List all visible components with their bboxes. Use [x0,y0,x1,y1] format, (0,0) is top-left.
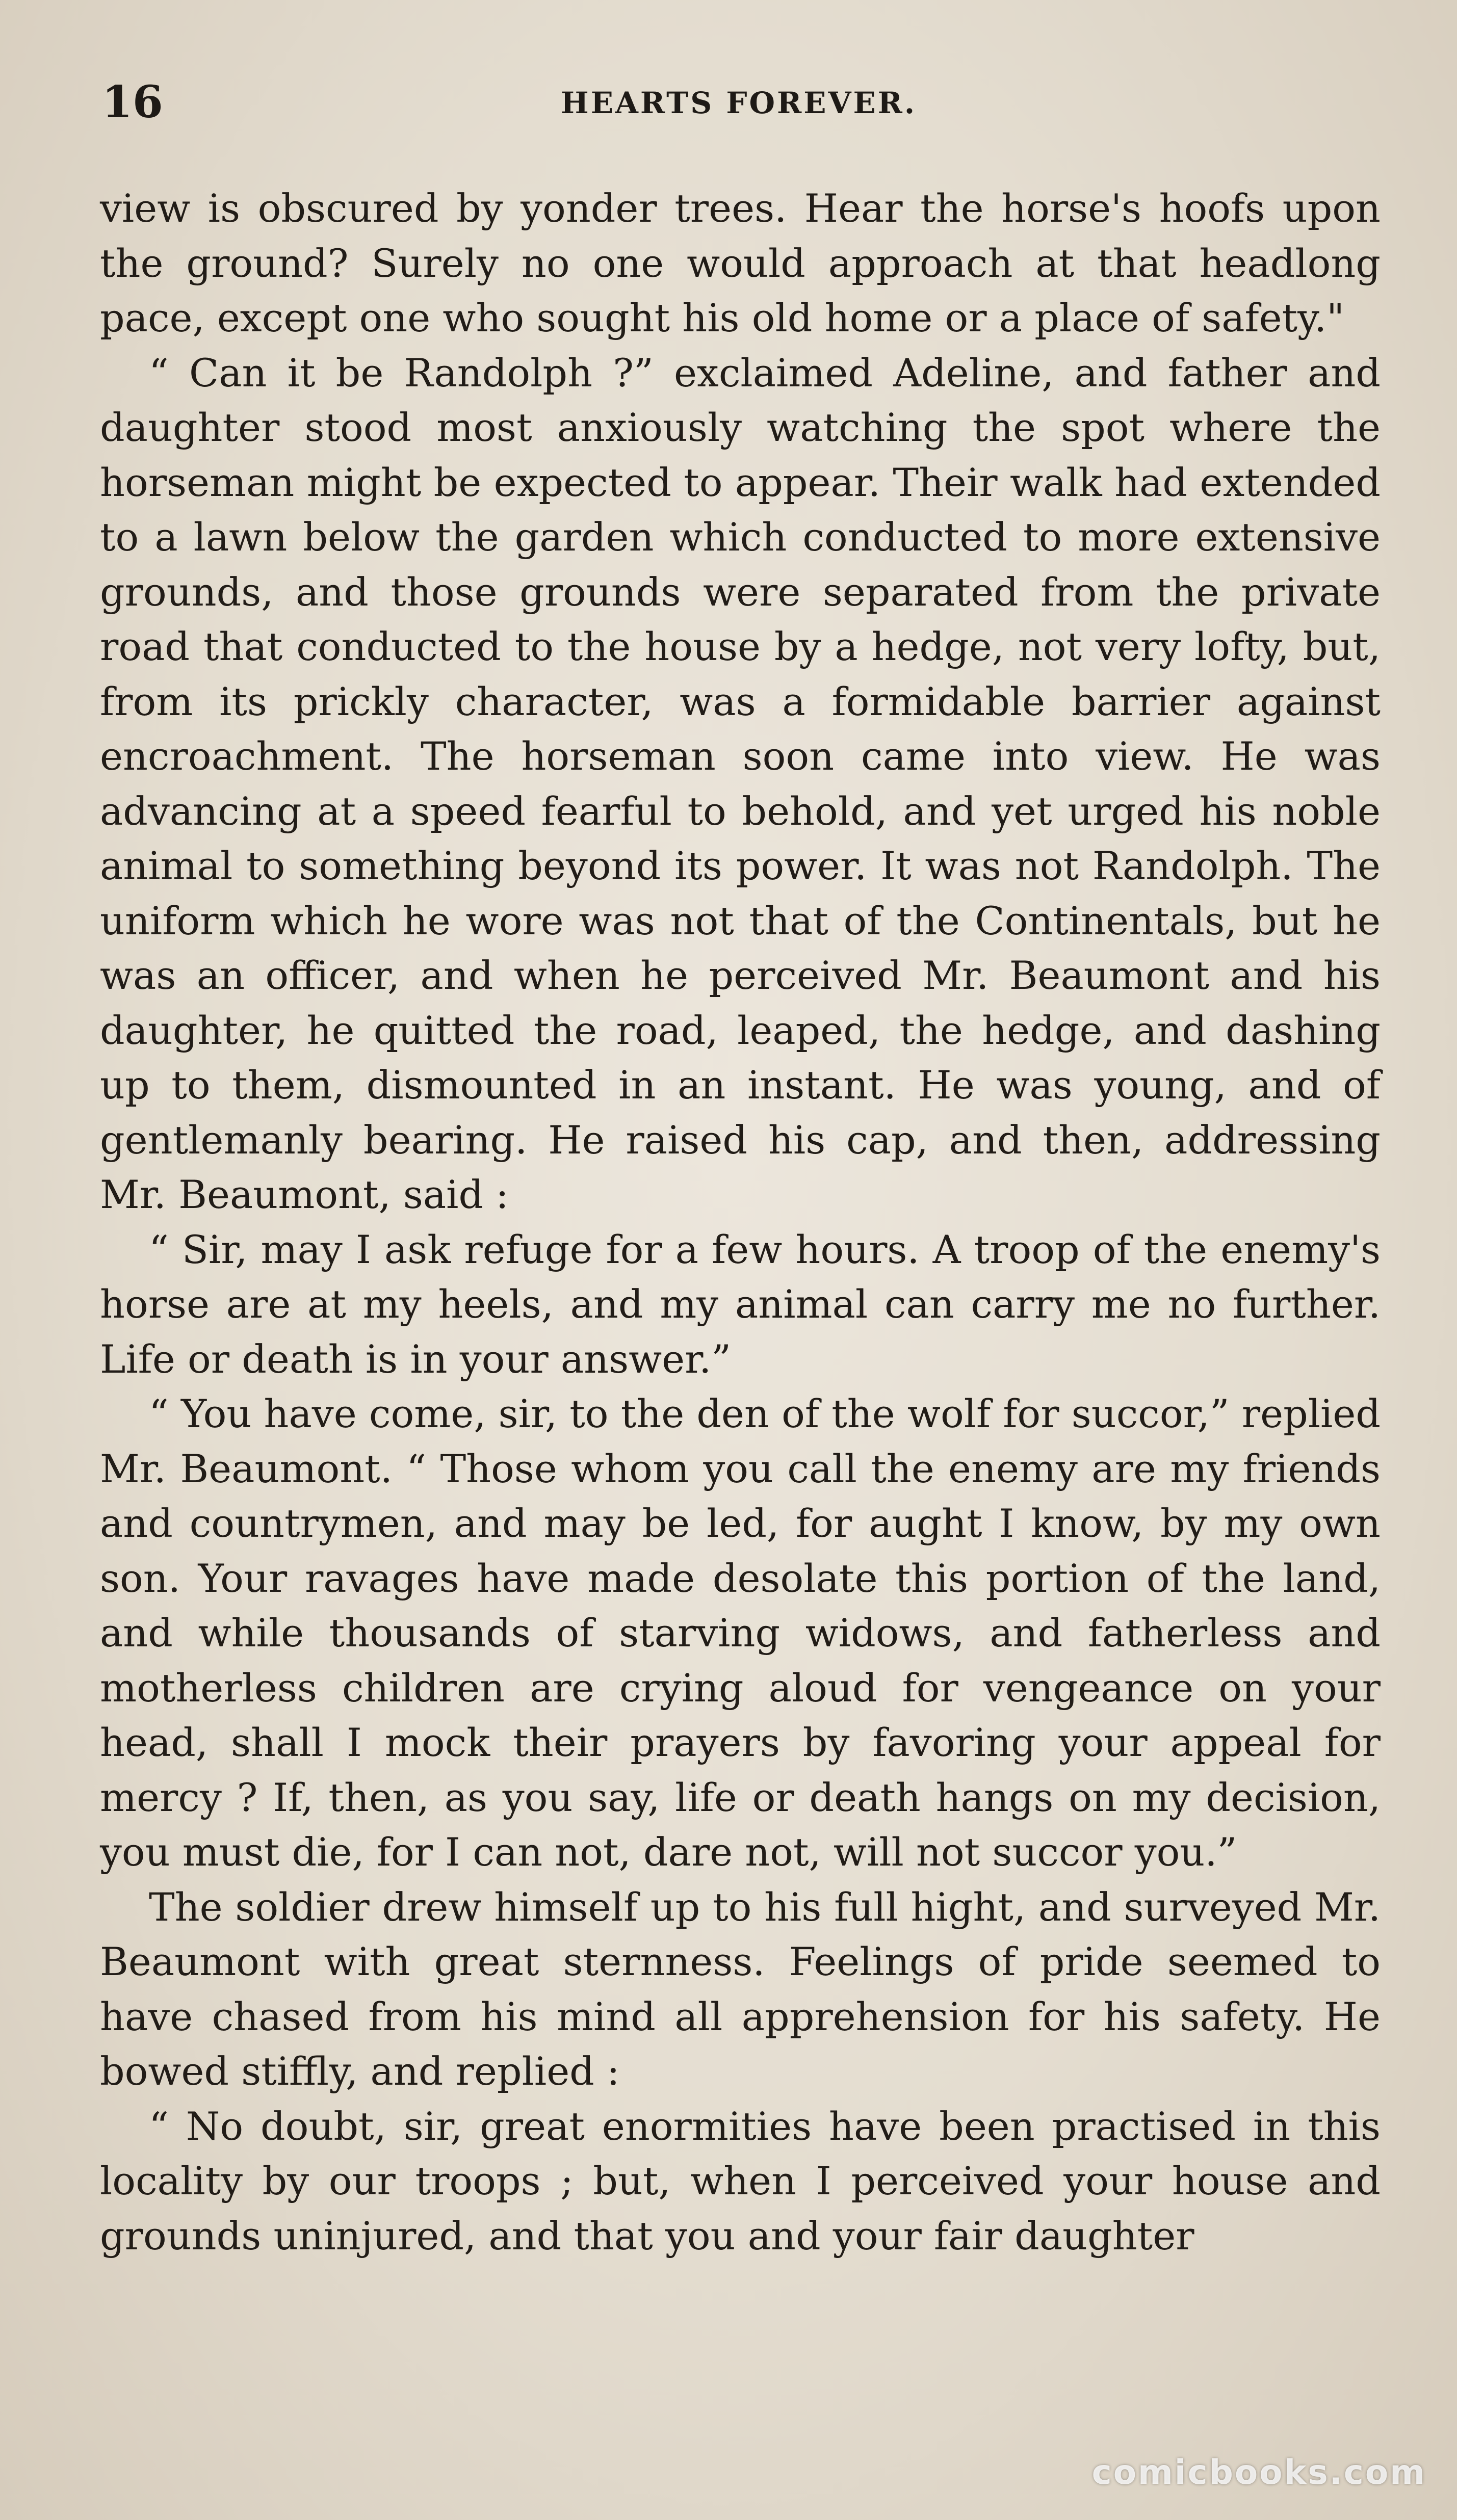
paragraph-4: “ You have come, sir, to the den of the wolf for succor,” replied Mr. Beaumont. “ Those whom you call the enemy are my friends and countrymen, and may be led, for aught I know, by my own son. Your ravages have made desolate this portion of the land, and while thousands of starving widows, and fatherless and motherless children are crying aloud for vengeance on your head, shall I mock their prayers by favoring your appeal for mercy ? If, then, as you say, life or death hangs on my decision, you must die, for I can not, dare not, will not succor you.” [100,1391,1381,1875]
page-number: 16 [102,76,163,128]
paragraph-5: The soldier drew himself up to his full hight, and surveyed Mr. Beaumont with great sternness. Feelings of pride seemed to have chased from his mind all apprehension for his safety. He bowed stiffly, and replied : [100,1884,1381,2094]
paragraph-6: “ No doubt, sir, great enormities have been practised in this locality by our troops ; but, when I perceived your house and grounds uninjured, and that you and your fair daughter [100,2103,1381,2259]
paragraph-1: view is obscured by yonder trees. Hear the horse's hoofs upon the ground? Surely no one would approach at that headlong pace, except one who sought his old home or a place of safety." [100,186,1381,340]
paragraph-3: “ Sir, may I ask refuge for a few hours. A troop of the enemy's horse are at my heels, and my animal can carry me no further. Life or death is in your answer.” [100,1226,1381,1382]
running-head: HEARTS FOREVER. [560,86,917,120]
paragraph-2: “ Can it be Randolph ?” exclaimed Adeline, and father and daughter stood most anxiously watching the spot where the horseman might be expected to appear. Their walk had extended to a lawn below the garden which conducted to more extensive grounds, and those grounds were separated from the private road that conducted to the house by a hedge, not very lofty, but, from its prickly character, was a formidable barrier against encroachment. The horseman soon came into view. He was advancing at a speed fearful to behold, and yet urged his noble animal to something beyond its power. It was not Randolph. The uniform which he wore was not that of the Continentals, but he was an officer, and when he perceived Mr. Beaumont and his daughter, he quitted the road, leaped, the hedge, and dashing up to them, dismounted in an instant. He was young, and of gentlemanly bearing. He raised his cap, and then, addressing Mr. Beaumont, said : [100,350,1381,1217]
page-header [102,76,1375,138]
body-text [100,181,1381,2263]
watermark: comicbooks.com [1091,2453,1426,2492]
